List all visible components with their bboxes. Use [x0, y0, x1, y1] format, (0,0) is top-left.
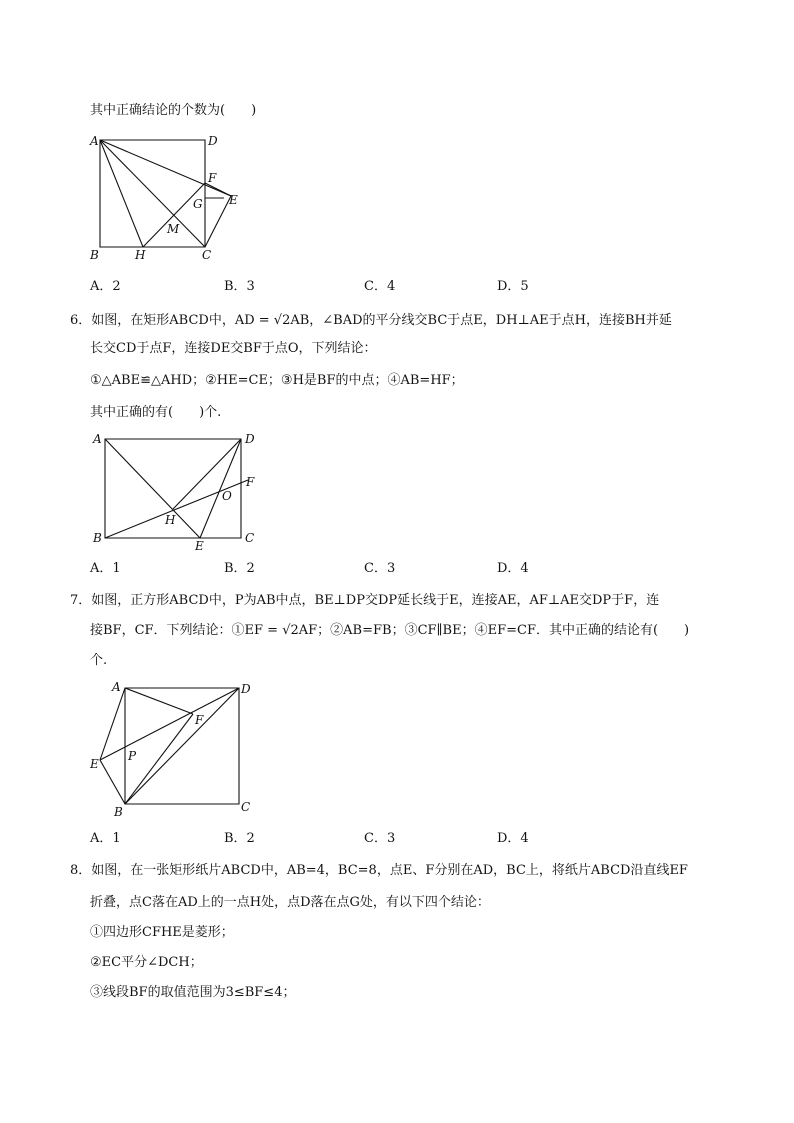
q5-label-m: M — [167, 222, 180, 236]
q6-segment-de — [200, 439, 241, 538]
q7-label-e: E — [90, 757, 99, 771]
q5-option-b[interactable]: B．3 — [224, 279, 255, 294]
q7-segment-eb — [100, 760, 125, 804]
q6-label-a: A — [93, 432, 102, 446]
q8-conclusion-1: ①四边形CFHE是菱形； — [90, 925, 234, 940]
q7-stem-line-1: 7．如图，正方形ABCD中，P为AB中点，BE⊥DP交DP延长线于E，连接AE，AF⊥AE交DP于F，连 — [70, 593, 660, 608]
q6-option-b[interactable]: B．2 — [224, 561, 255, 576]
q5-label-b: B — [90, 248, 99, 262]
q5-segment-ac — [100, 140, 205, 247]
q7-label-c: C — [241, 800, 251, 814]
q8-conclusion-3: ③线段BF的取值范围为3≤BF≤4； — [90, 985, 296, 1000]
q5-conclusion-prompt: 其中正确结论的个数为( ) — [90, 103, 257, 118]
q6-option-a[interactable]: A．1 — [90, 561, 121, 576]
q6-stem-line-2: 长交CD于点F，连接DE交BF于点O，下列结论： — [90, 341, 377, 356]
q5-segment-ce — [205, 196, 231, 247]
q7-label-p: P — [128, 749, 137, 763]
q6-option-c[interactable]: C．3 — [364, 561, 396, 576]
q7-option-a[interactable]: A．1 — [90, 831, 121, 846]
q8-conclusion-2: ②EC平分∠DCH； — [90, 955, 203, 970]
q6-label-e: E — [195, 539, 204, 553]
q6-option-d[interactable]: D．4 — [497, 561, 529, 576]
q6-label-o: O — [222, 489, 232, 503]
q6-figure — [88, 428, 263, 553]
q7-stem-line-3: 个. — [90, 653, 108, 668]
q5-label-d: D — [208, 134, 218, 148]
q5-figure — [88, 130, 248, 265]
q7-option-c[interactable]: C．3 — [364, 831, 396, 846]
q7-label-b: B — [114, 805, 123, 819]
q7-figure — [86, 678, 261, 823]
q5-option-d[interactable]: D．5 — [497, 279, 529, 294]
q7-segment-bd — [125, 688, 239, 804]
q8-stem-line-1: 8．如图，在一张矩形纸片ABCD中，AB=4，BC=8，点E、F分别在AD，BC上，将纸片ABCD沿直线EF — [70, 863, 688, 878]
q6-label-h: H — [165, 513, 176, 527]
q6-label-f: F — [246, 475, 255, 489]
q6-stem-line-1: 6．如图，在矩形ABCD中，AD = √2AB，∠BAD的平分线交BC于点E，DH⊥AE于点H，连接BH并延 — [70, 313, 672, 328]
q7-label-a: A — [112, 680, 121, 694]
q5-option-c[interactable]: C．4 — [364, 279, 396, 294]
q7-label-f: F — [195, 713, 204, 727]
q5-option-a[interactable]: A．2 — [90, 279, 121, 294]
q7-label-d: D — [241, 682, 251, 696]
q6-prompt: 其中正确的有( )个. — [90, 405, 222, 420]
q7-option-b[interactable]: B．2 — [224, 831, 255, 846]
q5-label-f: F — [208, 171, 217, 185]
q6-segment-ae — [105, 439, 200, 538]
q5-label-g: G — [193, 197, 203, 211]
q8-stem-line-2: 折叠，点C落在AD上的一点H处，点D落在点G处，有以下四个结论： — [90, 895, 490, 910]
q5-label-e: E — [229, 193, 238, 207]
q6-label-b: B — [93, 531, 102, 545]
q6-label-d: D — [245, 432, 255, 446]
q5-label-h: H — [135, 248, 146, 262]
q6-conclusions: ①△ABE≌△AHD；②HE=CE；③H是BF的中点；④AB=HF； — [90, 373, 464, 388]
q6-label-c: C — [245, 531, 255, 545]
q5-label-c: C — [202, 248, 212, 262]
q7-stem-line-2: 接BF，CF．下列结论：①EF = √2AF；②AB=FB；③CF∥BE；④EF=CF．其中正确的结论有( ) — [90, 623, 690, 638]
q7-option-d[interactable]: D．4 — [497, 831, 529, 846]
q7-segment-af — [125, 688, 193, 714]
q5-label-a: A — [90, 134, 99, 148]
